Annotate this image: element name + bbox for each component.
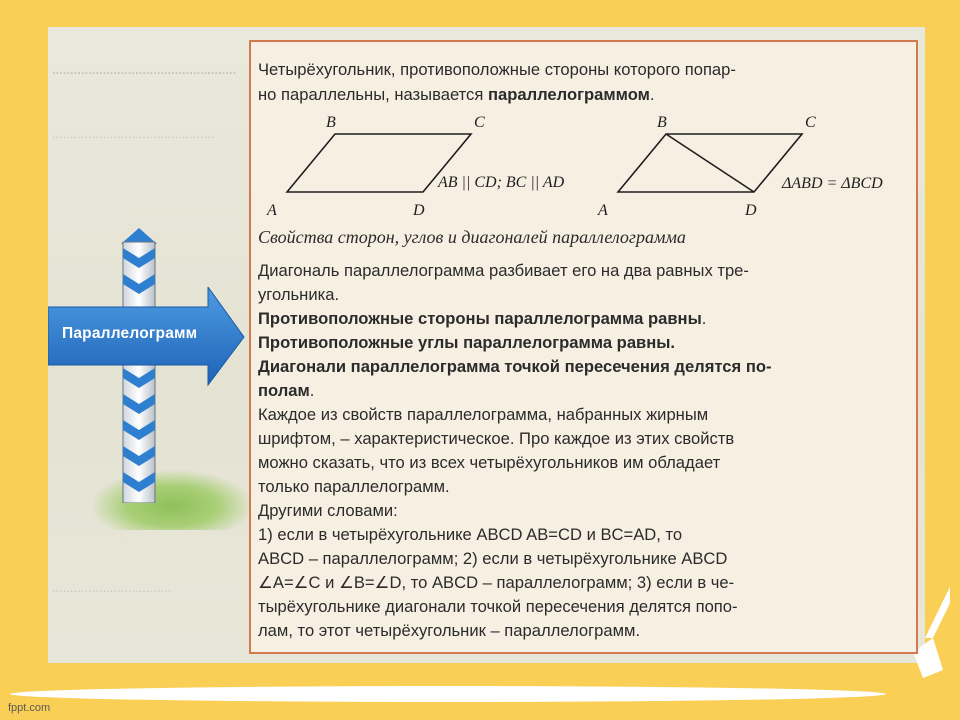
footer-credit: fppt.com <box>8 702 51 714</box>
right-caption: ΔABD = ΔBCD <box>782 175 883 192</box>
ghost-text: ............................................. <box>52 126 215 141</box>
banner-label: Параллелограмм <box>62 325 198 342</box>
paragraph-line: можно сказать, что из всех четырёхугольников им обладает <box>258 453 721 472</box>
left-vertex-c: C <box>474 114 485 131</box>
right-vertex-d: D <box>745 202 757 219</box>
left-vertex-b: B <box>326 114 336 131</box>
section-title: Свойства сторон, углов и диагоналей параллелограмма <box>258 227 686 247</box>
paragraph-line: ABCD – параллелограмм; 2) если в четырёхугольнике ABCD <box>258 549 728 568</box>
paragraph-line: 1) если в четырёхугольнике ABCD AB=CD и BC=AD, то <box>258 525 683 544</box>
right-vertex-c: C <box>805 114 816 131</box>
ghost-text: ................................. <box>52 580 172 595</box>
left-vertex-d: D <box>413 202 425 219</box>
grass-decoration <box>92 470 252 530</box>
property-2: Противоположные стороны параллелограмма равны. <box>258 309 707 328</box>
right-vertex-b: B <box>657 114 667 131</box>
left-caption: AB || CD; BC || AD <box>438 174 565 191</box>
paragraph-line: тырёхугольнике диагонали точкой пересечения делятся попо- <box>258 597 738 616</box>
left-vertex-a: A <box>267 202 277 219</box>
paragraph-line: Другими словами: <box>258 501 398 520</box>
parallelogram-figures <box>255 108 915 220</box>
property-3: Противоположные углы параллелограмма равны. <box>258 333 676 352</box>
ghost-text: ................................................... <box>52 62 237 77</box>
property-1-end: угольника. <box>258 285 340 304</box>
paragraph-line: шрифтом, – характеристическое. Про каждое из этих свойств <box>258 429 735 448</box>
arrow-banner-icon <box>48 287 248 402</box>
property-4-end: полам. <box>258 381 315 400</box>
paragraph-line: только параллелограмм. <box>258 477 450 496</box>
paragraph-line: Каждое из свойств параллелограмма, набранных жирным <box>258 405 709 424</box>
paragraph-line: ∠A=∠C и ∠B=∠D, то ABCD – параллелограмм; 3) если в че- <box>258 573 735 592</box>
definition-line-1: Четырёхугольник, противоположные стороны которого попар- <box>258 60 736 79</box>
property-4: Диагонали параллелограмма точкой пересечения делятся по- <box>258 357 772 376</box>
right-vertex-a: A <box>598 202 608 219</box>
property-1: Диагональ параллелограмма разбивает его на два равных тре- <box>258 261 749 280</box>
definition-line-2: но параллельны, называется параллелограммом. <box>258 85 655 104</box>
definition-term: параллелограммом <box>487 85 650 104</box>
bottom-oval-decoration <box>10 686 886 702</box>
paragraph-line: лам, то этот четырёхугольник – параллелограмм. <box>258 621 641 640</box>
